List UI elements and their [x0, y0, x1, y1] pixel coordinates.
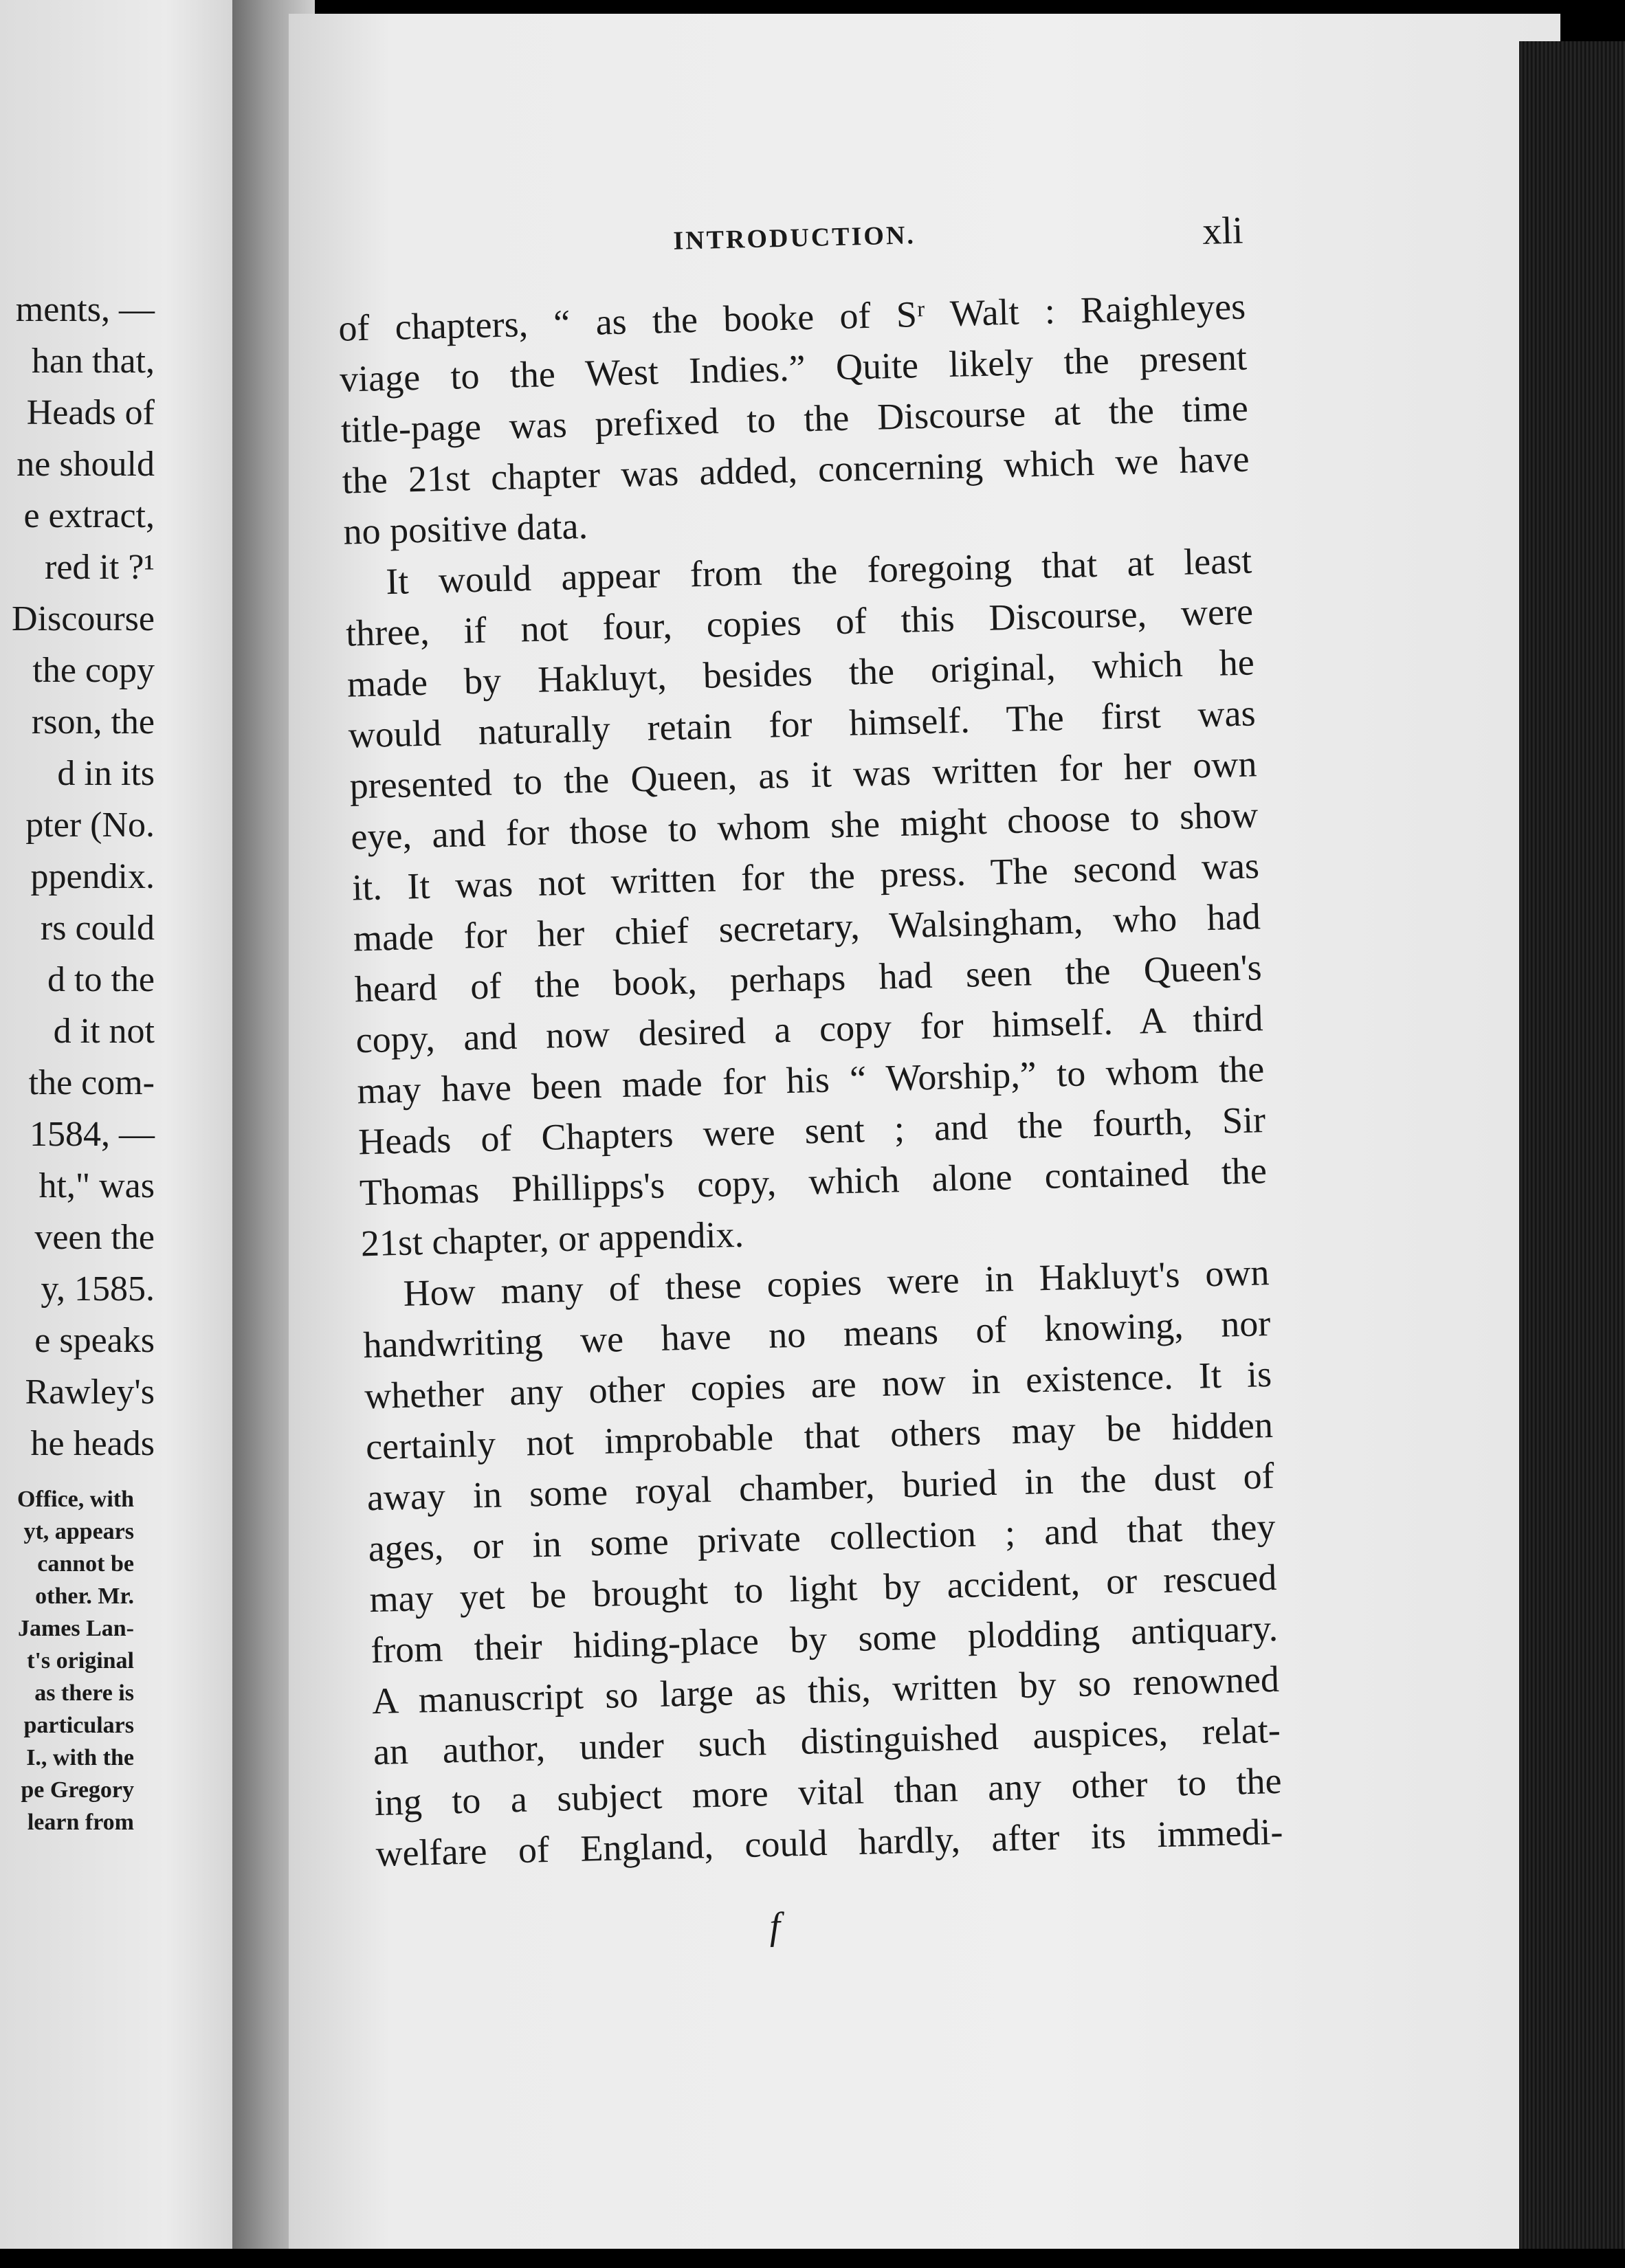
left-page-line: rson, the	[31, 702, 155, 742]
left-footnote-line: particulars	[23, 1713, 134, 1738]
left-footnote-line: cannot be	[37, 1551, 134, 1577]
left-page-line: Heads of	[26, 393, 155, 432]
text-line: heard of the book, perhaps had seen the Queen's	[354, 946, 1263, 1010]
left-page-line: d to the	[47, 960, 155, 999]
text-line: 21st chapter, or appendix.	[360, 1213, 744, 1265]
left-page-line: e speaks	[34, 1321, 155, 1360]
text-line: eye, and for those to whom she might choose to show	[350, 794, 1259, 858]
left-page-line: y, 1585.	[41, 1269, 155, 1309]
left-footnote-line: learn from	[27, 1810, 134, 1835]
left-page-line: ments, —	[15, 290, 155, 329]
text-line: may yet be brought to light by accident, or rescued	[368, 1556, 1277, 1621]
running-head: INTRODUCTION.	[672, 221, 916, 256]
text-line: viage to the West Indies.” Quite likely the present	[339, 336, 1248, 400]
text-line: ages, or in some private collection ; and that they	[368, 1505, 1276, 1570]
left-page-line: red it ?¹	[45, 548, 155, 587]
left-page-line: Discourse	[12, 599, 155, 638]
text-line: title-page was prefixed to the Discourse at the time	[340, 387, 1249, 451]
text-line: certainly not improbable that others may be hidden	[365, 1404, 1274, 1468]
left-page-line: the com-	[28, 1063, 155, 1102]
signature-mark: f	[769, 1904, 781, 1948]
left-footnote-line: t's original	[27, 1648, 134, 1674]
left-page-line: ppendix.	[30, 857, 155, 896]
text-line: Heads of Chapters were sent ; and the fourth, Sir	[357, 1099, 1266, 1163]
body-text	[338, 280, 1283, 1879]
left-footnote-line: Office, with	[17, 1487, 134, 1512]
text-line: from their hiding-place by some plodding antiquary.	[370, 1607, 1279, 1671]
text-line: no positive data.	[342, 504, 588, 553]
left-footnote-line: pe Gregory	[21, 1777, 134, 1803]
left-page-line: Rawley's	[25, 1372, 155, 1412]
text-line: A manuscript so large as this, written by so renowned	[371, 1658, 1280, 1722]
left-footnote-line: James Lan-	[17, 1616, 134, 1641]
text-line: would naturally retain for himself. The first was	[348, 692, 1257, 756]
left-page-line: rs could	[40, 909, 155, 948]
left-page-line: he heads	[30, 1424, 155, 1463]
text-line: presented to the Queen, as it was written for her own	[349, 743, 1257, 807]
page-number: xli	[1202, 209, 1244, 253]
text-line: made for her chief secretary, Walsingham, who had	[353, 896, 1261, 959]
left-page-line: veen the	[34, 1218, 155, 1257]
left-page-line: e extract,	[23, 496, 155, 535]
left-page-line: ne should	[16, 445, 155, 484]
left-page-line: d it not	[53, 1012, 155, 1051]
left-page-line: han that,	[31, 342, 155, 381]
text-line: may have been made for his “ Worship,” to whom the	[356, 1048, 1265, 1112]
text-line: How many of these copies were in Hakluyt's own	[402, 1252, 1270, 1314]
text-line: it. It was not written for the press. The second was	[351, 845, 1260, 909]
text-line: copy, and now desired a copy for himself. A third	[355, 997, 1264, 1061]
text-line: Thomas Phillipps's copy, which alone contained the	[359, 1150, 1268, 1214]
text-line: handwriting we have no means of knowing, nor	[362, 1302, 1271, 1366]
left-page-line: 1584, —	[30, 1115, 155, 1154]
text-line: welfare of England, could hardly, after its immedi-	[375, 1810, 1283, 1875]
text-line: whether any other copies are now in existence. It is	[364, 1353, 1272, 1417]
text-line: an author, under such distinguished auspices, relat-	[373, 1709, 1281, 1773]
left-footnote-line: I., with the	[26, 1745, 134, 1770]
left-footnote-line: yt, appears	[23, 1519, 134, 1544]
left-page-line: pter (No.	[25, 805, 155, 845]
text-line: It would appear from the foregoing that at least	[385, 540, 1252, 603]
left-page-line: d in its	[57, 754, 155, 793]
text-line: of chapters, “ as the booke of Sʳ Walt : Raighleyes	[338, 285, 1246, 349]
left-page-line: the copy	[32, 651, 155, 690]
text-line: the 21st chapter was added, concerning which we have	[342, 438, 1250, 502]
text-line: ing to a subject more vital than any other to the	[374, 1759, 1283, 1824]
text-line: made by Hakluyt, besides the original, which he	[346, 641, 1255, 705]
left-footnote-line: other. Mr.	[35, 1583, 134, 1609]
text-line: away in some royal chamber, buried in the dust of	[366, 1454, 1275, 1519]
text-line: three, if not four, copies of this Discourse, were	[345, 590, 1254, 654]
left-page-line: ht," was	[38, 1166, 155, 1205]
left-footnote-line: as there is	[34, 1680, 134, 1706]
